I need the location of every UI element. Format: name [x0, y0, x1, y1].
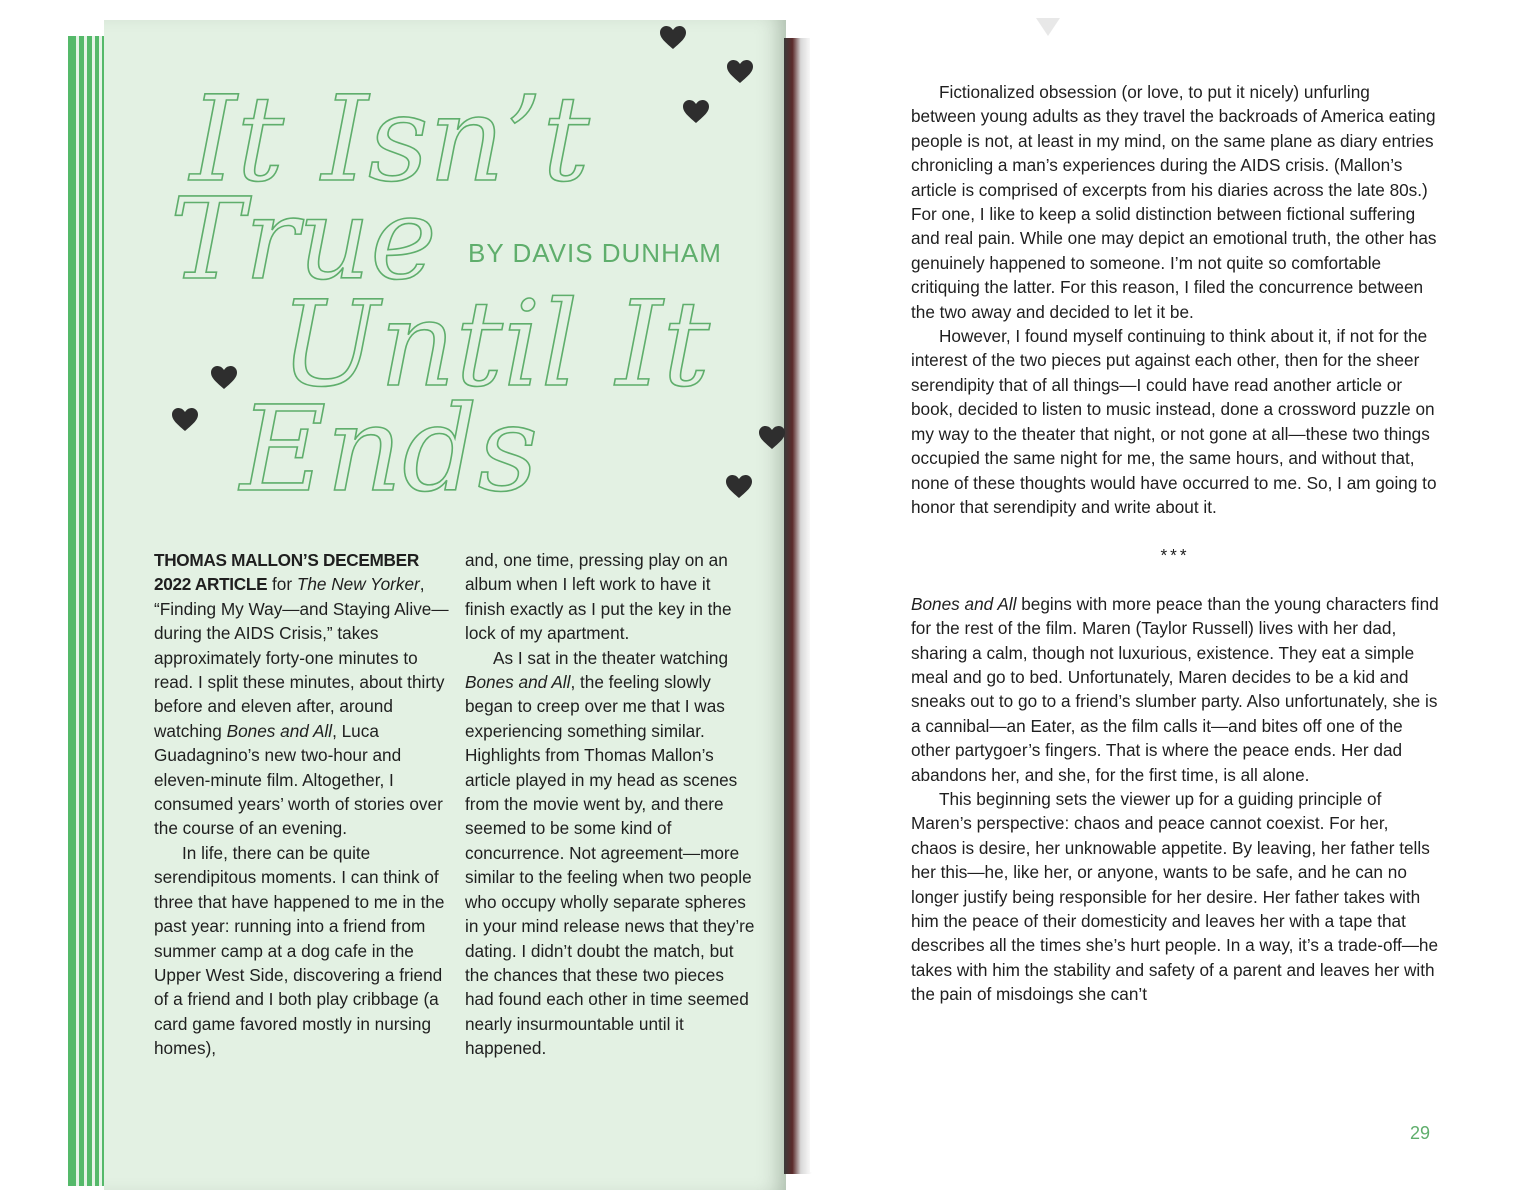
- page-edge-stack: [68, 36, 108, 1186]
- heart-icon: [172, 408, 198, 432]
- paragraph-text: , Luca Guadagnino’s new two-hour and eleven-minute film. Altogether, I consumed years’ worth of stories over the course of an evening.: [154, 720, 443, 839]
- paragraph: and, one time, pressing play on an album when I left work to have it finish exactly as I put the key in the lock of my apartment.: [465, 550, 732, 644]
- heart-icon: [211, 366, 237, 390]
- title-line-2: True: [170, 175, 437, 305]
- byline: BY DAVIS DUNHAM: [468, 238, 722, 268]
- paragraph: However, I found myself continuing to think about it, if not for the interest of the two pieces put against each other, then for the sheer serendipity that of all things—I could have read another article or book, decided to listen to music instead, done a crossword puzzle on my way to the theater that night, or not gone at all—these two things occupied the same night for me, the same hours, and without that, none of these thoughts would have occurred to me. So, I am going to honor that serendipity and write about it.: [911, 326, 1437, 517]
- paragraph: Fictionalized obsession (or love, to put it nicely) unfurling between young adults as they travel the backroads of America eating people is not, at least in my mind, on the same plane as diary entries chronicling a man’s experiences during the AIDS crisis. (Mallon’s article is comprised of excerpts from his diaries across the late 80s.) For one, I like to keep a solid distinction between fictional suffering and real pain. While one may depict an emotional truth, the other has genuinely happened to someone. I’m not quite so comfortable critiquing the latter. For this reason, I filed the concurrence between the two away and decided to let it be.: [911, 82, 1437, 322]
- paragraph-text: , the feeling slowly began to creep over me that I was experiencing something similar. Highlights from Thomas Mallon’s article played in my head as scenes from the movie went by, and there seemed to be some kind of concurrence. Not agreement—more similar to the feeling when two people who occupy wholly separate spheres in your mind release news that they’re dating. I didn’t doubt the match, but the chances that these two pieces had found each other in time seemed nearly insurmountable until it happened.: [465, 672, 755, 1059]
- paragraph: In life, there can be quite serendipitous moments. I can think of three that have happened to me in the past year: running into a friend from summer camp at a dog cafe in the Upper West Side, discovering a friend of a friend and I both play cribbage (a card game favored mostly in nursing homes),: [154, 842, 445, 1059]
- left-column-2: [465, 548, 755, 1061]
- heart-icon: [726, 475, 752, 499]
- heart-icon: [727, 60, 753, 84]
- page-number: 29: [1410, 1123, 1431, 1143]
- right-column: [911, 80, 1439, 1007]
- paragraph-text: As I sat in the theater watching: [493, 647, 729, 668]
- article-title: [150, 60, 780, 530]
- heart-icon: [683, 100, 709, 124]
- lead-for: for: [267, 574, 297, 595]
- heart-icon: [759, 426, 785, 450]
- title-line-4: Ends: [240, 380, 539, 518]
- title-line-3: Until It: [280, 275, 710, 413]
- film-title: Bones and All: [911, 593, 1017, 614]
- film-title: Bones and All: [465, 672, 571, 693]
- paragraph: [911, 592, 1439, 787]
- left-column-1: [154, 548, 450, 1061]
- paragraph: [154, 548, 450, 841]
- book-gutter: [784, 38, 812, 1174]
- film-title: Bones and All: [226, 720, 333, 741]
- page-notch: [1036, 18, 1060, 36]
- paragraph-text: begins with more peace than the young characters find for the rest of the film. Maren (Taylor Russell) lives with her dad, sharing a calm, though not luxurious, existence. They eat a simple meal and go to bed. Unfortunately, Maren decides to be a kid and sneaks out to go to a friend’s slumber party. Also unfortunately, she is a cannibal—an Eater, as the film calls it—and bites off one of the other partygoer’s fingers. That is where the peace ends. Her dad abandons her, and she, for the first time, is all alone.: [911, 593, 1439, 785]
- paragraph-text: , “Finding My Way—and Staying Alive—during the AIDS Crisis,” takes approximately forty-one minutes to read. I split these minutes, about thirty before and eleven after, around watching: [154, 574, 449, 741]
- paragraph: This beginning sets the viewer up for a guiding principle of Maren’s perspective: chaos and peace cannot coexist. For her, chaos is desire, her unknowable appetite. By leaving, her father tells her this—he, like her, or anyone, wants to be safe, and he can no longer justify being responsible for her desire. Her father takes with him the peace of their domesticity and leaves her with a tape that describes all the times she’s hurt people. In a way, it’s a trade-off—he takes with him the stability and safety of a parent and leaves her with the pain of misdoings she can’t: [911, 788, 1439, 1005]
- title-line-1: It Isn’t: [190, 70, 590, 208]
- lead-in: THOMAS MALLON’S DECEMBER 2022 ARTICLE: [154, 550, 419, 595]
- section-separator: ***: [1160, 545, 1190, 566]
- publication-name: The New Yorker: [296, 574, 420, 595]
- heart-icon: [660, 26, 686, 50]
- paragraph: [465, 646, 755, 1061]
